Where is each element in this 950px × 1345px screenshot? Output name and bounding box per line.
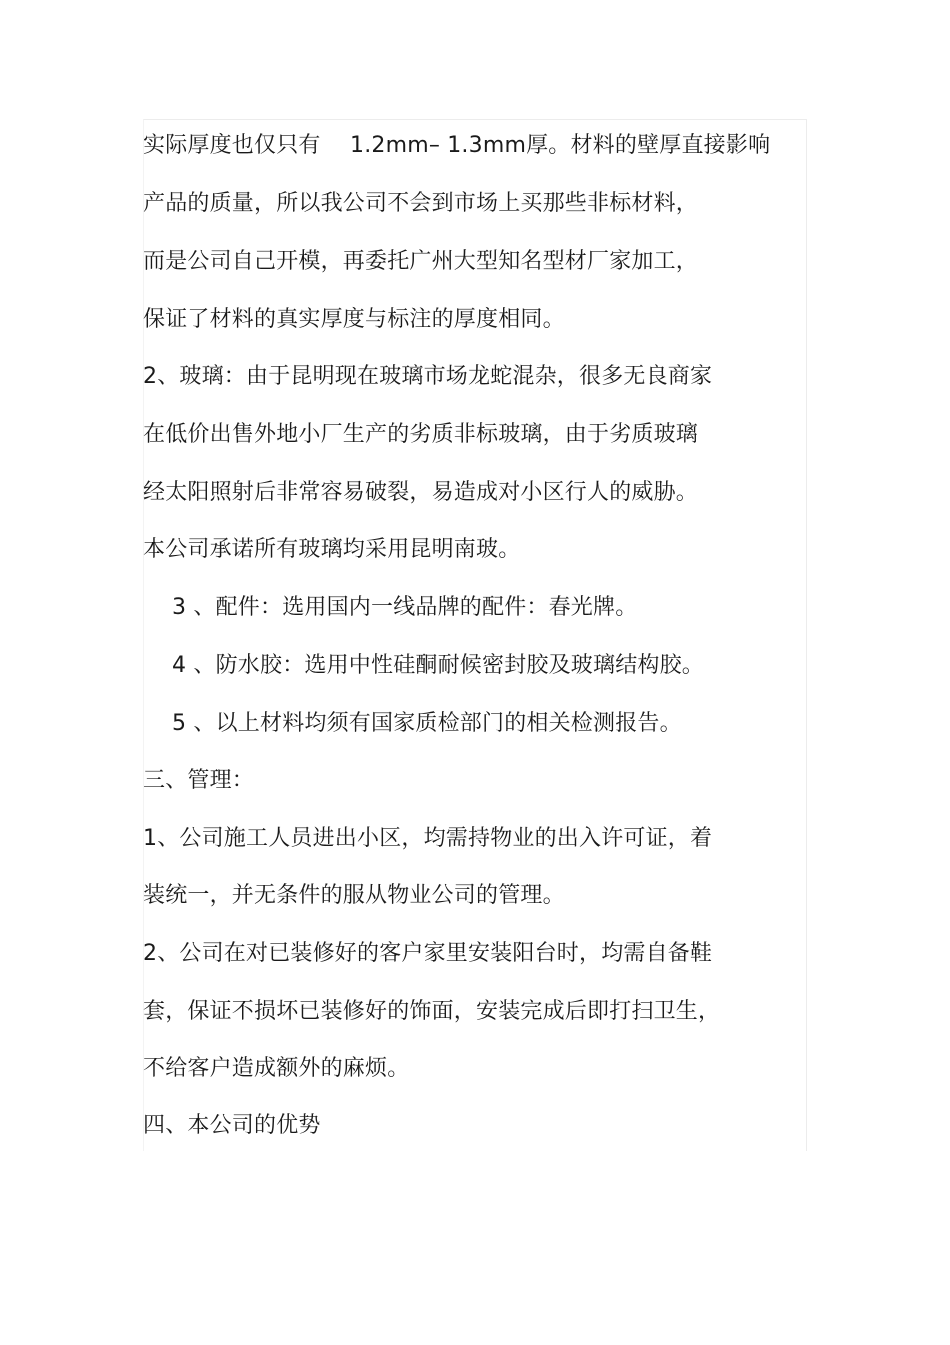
section-heading-management: 三、管理： [143, 768, 255, 793]
text-line-10: 4 、防水胶：选用中性硅酮耐候密封胶及玻璃结构胶。 [172, 653, 704, 678]
text-line-15: 2、公司在对已装修好的客户家里安装阳台时，均需自备鞋 [143, 941, 713, 966]
text-line-16: 套，保证不损坏已装修好的饰面，安装完成后即打扫卫生， [143, 999, 721, 1024]
text-line-17: 不给客户造成额外的麻烦。 [143, 1056, 410, 1081]
text-line-11: 5 、以上材料均须有国家质检部门的相关检测报告。 [172, 711, 682, 736]
text-line-2: 产品的质量，所以我公司不会到市场上买那些非标材料， [143, 191, 699, 216]
section-heading-advantages: 四、本公司的优势 [143, 1113, 321, 1138]
text-line-9: 3 、配件：选用国内一线品牌的配件：春光牌。 [172, 595, 638, 620]
text-line-14: 装统一，并无条件的服从物业公司的管理。 [143, 883, 565, 908]
text-line-3: 而是公司自己开模，再委托广州大型知名型材厂家加工， [143, 249, 699, 274]
text-line-4: 保证了材料的真实厚度与标注的厚度相同。 [143, 307, 565, 332]
text-line-5: 2、玻璃：由于昆明现在玻璃市场龙蛇混杂，很多无良商家 [143, 364, 713, 389]
text-line-13: 1、公司施工人员进出小区，均需持物业的出入许可证，着 [143, 826, 713, 851]
text-line-6: 在低价出售外地小厂生产的劣质非标玻璃，由于劣质玻璃 [143, 422, 699, 447]
text-line-7: 经太阳照射后非常容易破裂，易造成对小区行人的威胁。 [143, 480, 699, 505]
text-line-1: 实际厚度也仅只有 1.2mm– 1.3mm厚。材料的壁厚直接影响 [143, 133, 771, 158]
text-line-8: 本公司承诺所有玻璃均采用昆明南玻。 [143, 537, 521, 562]
